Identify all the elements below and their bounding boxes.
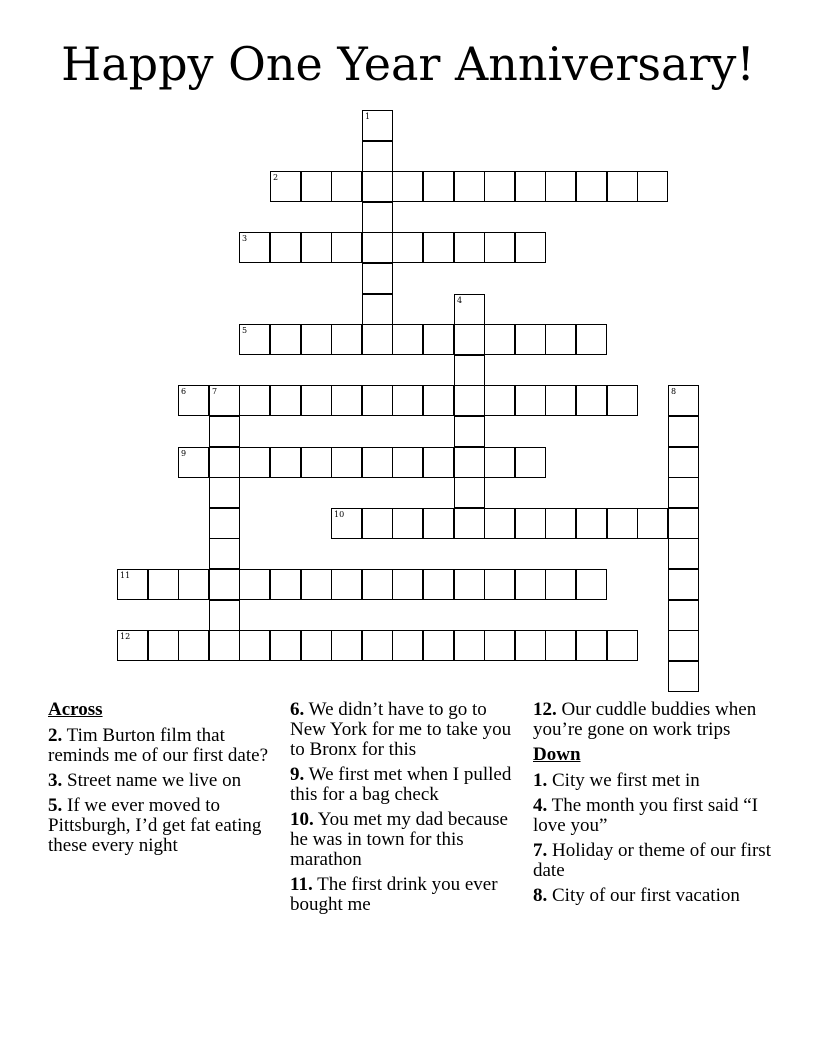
grid-cell[interactable] (637, 171, 668, 202)
grid-cell[interactable] (331, 324, 362, 355)
grid-cell[interactable] (607, 385, 638, 416)
grid-cell[interactable] (668, 661, 699, 692)
grid-cell[interactable] (362, 110, 393, 141)
grid-cell[interactable] (392, 569, 423, 600)
grid-cell[interactable] (209, 385, 240, 416)
grid-cell[interactable] (209, 600, 240, 631)
clue-across-11: 11. The first drink you ever bought me (290, 874, 498, 915)
grid-cell[interactable] (362, 294, 393, 325)
clue-number: 5 (242, 326, 248, 335)
grid-cell[interactable] (301, 447, 332, 478)
grid-cell[interactable] (301, 569, 332, 600)
grid-cell[interactable] (545, 171, 576, 202)
grid-cell[interactable] (270, 385, 301, 416)
grid-cell[interactable] (576, 324, 607, 355)
grid-cell[interactable] (454, 294, 485, 325)
across-heading: Across (48, 699, 103, 720)
grid-cell[interactable] (392, 232, 423, 263)
grid-cell[interactable] (454, 569, 485, 600)
grid-cell[interactable] (270, 232, 301, 263)
clue-number: 6 (181, 387, 187, 396)
grid-cell[interactable] (484, 447, 515, 478)
clue-down-1: 1. City we first met in (533, 770, 700, 791)
grid-cell[interactable] (607, 508, 638, 539)
grid-cell[interactable] (209, 508, 240, 539)
grid-cell[interactable] (484, 569, 515, 600)
grid-cell[interactable] (607, 171, 638, 202)
grid-cell[interactable] (454, 416, 485, 447)
grid-cell[interactable] (545, 385, 576, 416)
grid-cell[interactable] (668, 477, 699, 508)
grid-cell[interactable] (423, 508, 454, 539)
grid-cell[interactable] (270, 630, 301, 661)
grid-cell[interactable] (668, 538, 699, 569)
grid-cell[interactable] (301, 630, 332, 661)
grid-cell[interactable] (301, 171, 332, 202)
grid-cell[interactable] (209, 630, 240, 661)
clue-across-6: 6. We didn’t have to go to New York for me to take you to Bronx for this (290, 699, 512, 760)
grid-cell[interactable] (454, 355, 485, 386)
grid-cell[interactable] (148, 569, 179, 600)
grid-cell[interactable] (362, 263, 393, 294)
grid-cell[interactable] (423, 171, 454, 202)
grid-cell[interactable] (209, 416, 240, 447)
clue-across-9: 9. We first met when I pulled this for a bag check (290, 764, 512, 805)
grid-cell[interactable] (392, 447, 423, 478)
grid-cell[interactable] (668, 385, 699, 416)
grid-cell[interactable] (484, 630, 515, 661)
grid-cell[interactable] (545, 508, 576, 539)
grid-cell[interactable] (454, 171, 485, 202)
grid-cell[interactable] (484, 508, 515, 539)
grid-cell[interactable] (515, 171, 546, 202)
grid-cell[interactable] (362, 171, 393, 202)
grid-cell[interactable] (209, 447, 240, 478)
grid-cell[interactable] (423, 447, 454, 478)
grid-cell[interactable] (392, 324, 423, 355)
grid-cell[interactable] (423, 630, 454, 661)
grid-cell[interactable] (331, 385, 362, 416)
grid-cell[interactable] (454, 447, 485, 478)
grid-cell[interactable] (576, 385, 607, 416)
grid-cell[interactable] (362, 569, 393, 600)
grid-cell[interactable] (301, 385, 332, 416)
grid-cell[interactable] (454, 630, 485, 661)
grid-cell[interactable] (331, 569, 362, 600)
grid-cell[interactable] (362, 202, 393, 233)
grid-cell[interactable] (576, 171, 607, 202)
grid-cell[interactable] (331, 232, 362, 263)
clue-across-5: 5. If we ever moved to Pittsburgh, I’d get fat eating these every night (48, 795, 262, 856)
grid-cell[interactable] (484, 385, 515, 416)
clue-number: 3 (242, 234, 248, 243)
grid-cell[interactable] (239, 569, 270, 600)
grid-cell[interactable] (545, 569, 576, 600)
grid-cell[interactable] (270, 569, 301, 600)
grid-cell[interactable] (362, 232, 393, 263)
grid-cell[interactable] (331, 447, 362, 478)
grid-cell[interactable] (362, 324, 393, 355)
grid-cell[interactable] (270, 171, 301, 202)
grid-cell[interactable] (545, 630, 576, 661)
grid-cell[interactable] (362, 141, 393, 172)
grid-cell[interactable] (515, 385, 546, 416)
grid-cell[interactable] (515, 508, 546, 539)
grid-cell[interactable] (454, 385, 485, 416)
clue-across-2: 2. Tim Burton film that reminds me of our first date? (48, 725, 269, 766)
grid-cell[interactable] (668, 630, 699, 661)
grid-cell[interactable] (392, 508, 423, 539)
clue-number: 4 (457, 296, 463, 305)
grid-cell[interactable] (454, 508, 485, 539)
clue-down-7: 7. Holiday or theme of our first date (533, 840, 771, 881)
clue-across-3: 3. Street name we live on (48, 770, 242, 791)
grid-cell[interactable] (515, 569, 546, 600)
grid-cell[interactable] (392, 385, 423, 416)
grid-cell[interactable] (331, 171, 362, 202)
grid-cell[interactable] (423, 569, 454, 600)
grid-cell[interactable] (484, 324, 515, 355)
grid-cell[interactable] (515, 630, 546, 661)
grid-cell[interactable] (392, 171, 423, 202)
grid-cell[interactable] (515, 324, 546, 355)
grid-cell[interactable] (148, 630, 179, 661)
clue-number: 2 (273, 173, 279, 182)
grid-cell[interactable] (239, 447, 270, 478)
clue-across-10: 10. You met my dad because he was in town for this marathon (290, 809, 508, 870)
grid-cell[interactable] (331, 630, 362, 661)
clues-column-2 (290, 700, 526, 920)
grid-cell[interactable] (423, 385, 454, 416)
clue-number: 10 (334, 510, 345, 519)
grid-cell[interactable] (668, 447, 699, 478)
grid-cell[interactable] (178, 569, 209, 600)
grid-cell[interactable] (576, 569, 607, 600)
grid-cell[interactable] (668, 600, 699, 631)
grid-cell[interactable] (362, 447, 393, 478)
grid-cell[interactable] (545, 324, 576, 355)
grid-cell[interactable] (607, 630, 638, 661)
grid-cell[interactable] (576, 630, 607, 661)
clue-down-4: 4. The month you first said “I love you” (533, 795, 758, 836)
grid-cell[interactable] (454, 324, 485, 355)
grid-cell[interactable] (362, 508, 393, 539)
grid-cell[interactable] (454, 232, 485, 263)
clues-column-3 (533, 700, 773, 911)
page-title: Happy One Year Anniversary! (61, 37, 755, 91)
grid-cell[interactable] (668, 569, 699, 600)
grid-cell[interactable] (239, 324, 270, 355)
down-heading: Down (533, 744, 581, 765)
grid-cell[interactable] (301, 232, 332, 263)
grid-cell[interactable] (515, 447, 546, 478)
grid-cell[interactable] (576, 508, 607, 539)
clue-number: 7 (212, 387, 218, 396)
clue-number: 1 (365, 112, 371, 121)
grid-cell[interactable] (423, 324, 454, 355)
clue-number: 11 (120, 571, 131, 580)
grid-cell[interactable] (209, 569, 240, 600)
clues-column-1 (48, 700, 288, 861)
clue-down-8: 8. City of our first vacation (533, 885, 740, 906)
grid-cell[interactable] (362, 630, 393, 661)
grid-cell[interactable] (270, 447, 301, 478)
grid-cell[interactable] (668, 508, 699, 539)
grid-cell[interactable] (117, 569, 148, 600)
grid-cell[interactable] (239, 385, 270, 416)
clue-number: 12 (120, 632, 131, 641)
grid-cell[interactable] (668, 416, 699, 447)
grid-cell[interactable] (637, 508, 668, 539)
grid-cell[interactable] (178, 385, 209, 416)
grid-cell[interactable] (331, 508, 362, 539)
grid-cell[interactable] (117, 630, 148, 661)
grid-cell[interactable] (515, 232, 546, 263)
grid-cell[interactable] (178, 447, 209, 478)
grid-cell[interactable] (178, 630, 209, 661)
grid-cell[interactable] (423, 232, 454, 263)
grid-cell[interactable] (301, 324, 332, 355)
clue-number: 8 (671, 387, 677, 396)
grid-cell[interactable] (362, 385, 393, 416)
grid-cell[interactable] (484, 171, 515, 202)
grid-cell[interactable] (484, 232, 515, 263)
grid-cell[interactable] (454, 477, 485, 508)
grid-cell[interactable] (209, 538, 240, 569)
clue-across-12: 12. Our cuddle buddies when you’re gone on work trips (533, 699, 757, 740)
grid-cell[interactable] (392, 630, 423, 661)
clue-number: 9 (181, 449, 187, 458)
grid-cell[interactable] (270, 324, 301, 355)
grid-cell[interactable] (209, 477, 240, 508)
grid-cell[interactable] (239, 630, 270, 661)
grid-cell[interactable] (239, 232, 270, 263)
